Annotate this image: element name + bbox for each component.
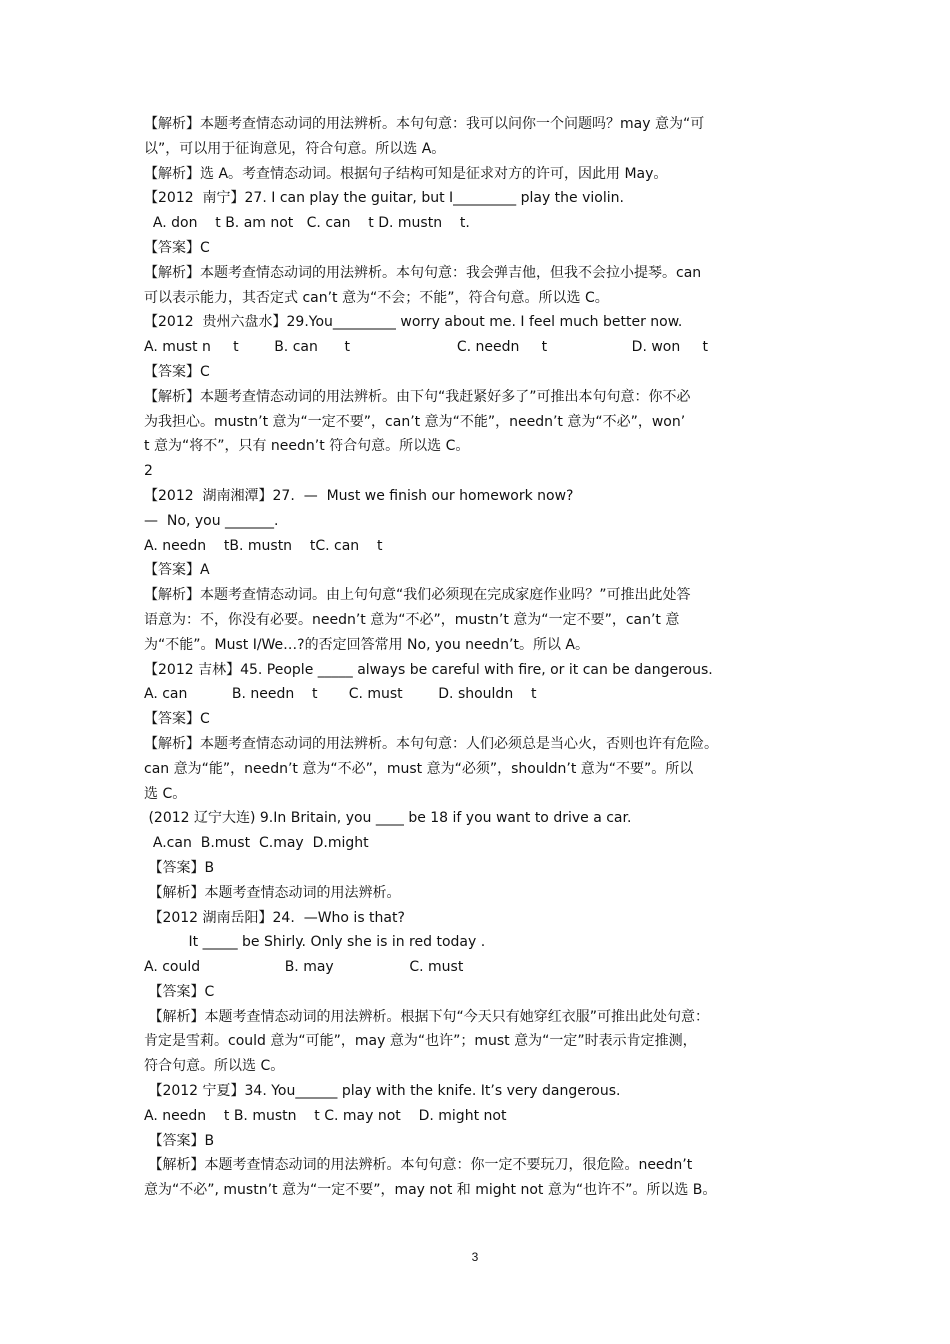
options-line: A. must n t B. can t C. needn t D. won t: [144, 339, 708, 356]
text-line: 【解析】本题考查情态动词的用法辨析。本句句意：人们必须总是当心火，否则也许有危险。: [144, 735, 718, 752]
text-line: 2: [144, 463, 153, 480]
text-line: 为“不能”。Must I/We…?的否定回答常用 No, you needn’t。所以 A。: [144, 636, 589, 653]
question-line: 【2012 吉林】45. People _____ always be careful with fire, or it can be dangerous.: [144, 661, 713, 678]
text-line: 为我担心。mustn’t 意为“一定不要”，can’t 意为“不能”，needn’t 意为“不必”，won’: [144, 413, 686, 430]
options-line: A. don t B. am not C. can t D. mustn t.: [144, 215, 470, 232]
options-line: A. could B. may C. must: [144, 959, 464, 976]
text-line: 【解析】本题考查情态动词的用法辨析。根据下句“今天只有她穿红衣服”可推出此处句意：: [144, 1008, 709, 1025]
options-line: A. needn t B. mustn t C. may not D. might not: [144, 1107, 507, 1124]
question-line: (2012 辽宁大连) 9.In Britain, you ____ be 18 if you want to drive a car.: [144, 810, 632, 827]
text-line: 选 C。: [144, 785, 187, 802]
page-number: 3: [471, 1250, 479, 1264]
text-line: 【解析】本题考查情态动词的用法辨析。本句句意：我可以问你一个问题吗？may 意为“可: [144, 116, 705, 132]
question-line: 【2012 贵州六盘水】29.You_________ worry about me. I feel much better now.: [144, 314, 683, 331]
text-line: t 意为“将不”，只有 needn’t 符合句意。所以选 C。: [144, 438, 470, 455]
options-line: A.can B.must C.may D.might: [144, 835, 369, 852]
text-line: 可以表示能力，其否定式 can’t 意为“不会；不能”，符合句意。所以选 C。: [144, 289, 609, 306]
text-line: 语意为：不，你没有必要。needn’t 意为“不必”，mustn’t 意为“一定不要”，can’t 意: [144, 611, 680, 628]
answer-line: 【答案】B: [144, 1132, 215, 1149]
text-line: 【解析】选 A。考查情态动词。根据句子结构可知是征求对方的许可，因此用 May。: [144, 165, 668, 182]
text-line: 【解析】本题考查情态动词的用法辨析。本句句意：你一定不要玩刀，很危险。needn’t: [144, 1157, 693, 1174]
document-body: [144, 112, 812, 1203]
text-line: 意为“不必”, mustn’t 意为“一定不要”，may not 和 might not 意为“也许不”。所以选 B。: [144, 1182, 717, 1199]
answer-line: 【答案】C: [144, 363, 210, 380]
text-line: 【解析】本题考查情态动词的用法辨析。由下句“我赶紧好多了”可推出本句句意：你不必: [144, 388, 691, 405]
options-line: A. needn tB. mustn tC. can t: [144, 537, 383, 554]
options-line: A. can B. needn t C. must D. shouldn t: [144, 686, 537, 703]
text-line: 符合句意。所以选 C。: [144, 1058, 285, 1075]
question-line: — No, you _______.: [144, 512, 279, 529]
text-line: 以”，可以用于征询意见，符合句意。所以选 A。: [144, 140, 446, 157]
question-line: 【2012 南宁】27. I can play the guitar, but I_________ play the violin.: [144, 190, 624, 207]
question-line: It _____ be Shirly. Only she is in red today .: [144, 934, 486, 951]
text-line: 【解析】本题考查情态动词的用法辨析。: [144, 884, 401, 901]
text-line: 肯定是雪莉。could 意为“可能”，may 意为“也许”；must 意为“一定”时表示肯定推测，: [144, 1033, 697, 1050]
question-line: 【2012 湖南湘潭】27. — Must we finish our homework now?: [144, 487, 574, 504]
question-line: 【2012 宁夏】34. You______ play with the knife. It’s very dangerous.: [144, 1083, 621, 1100]
text-line: 【解析】本题考查情态动词的用法辨析。本句句意：我会弹吉他，但我不会拉小提琴。can: [144, 264, 702, 281]
text-line: can 意为“能”，needn’t 意为“不必”，must 意为“必须”，shouldn’t 意为“不要”。所以: [144, 760, 694, 777]
question-line: 【2012 湖南岳阳】24. —Who is that?: [144, 909, 405, 926]
answer-line: 【答案】C: [144, 239, 210, 256]
answer-line: 【答案】C: [144, 983, 215, 1000]
text-line: 【解析】本题考查情态动词。由上句句意“我们必须现在完成家庭作业吗？”可推出此处答: [144, 587, 691, 604]
answer-line: 【答案】B: [144, 859, 215, 876]
answer-line: 【答案】A: [144, 562, 210, 579]
answer-line: 【答案】C: [144, 711, 210, 728]
